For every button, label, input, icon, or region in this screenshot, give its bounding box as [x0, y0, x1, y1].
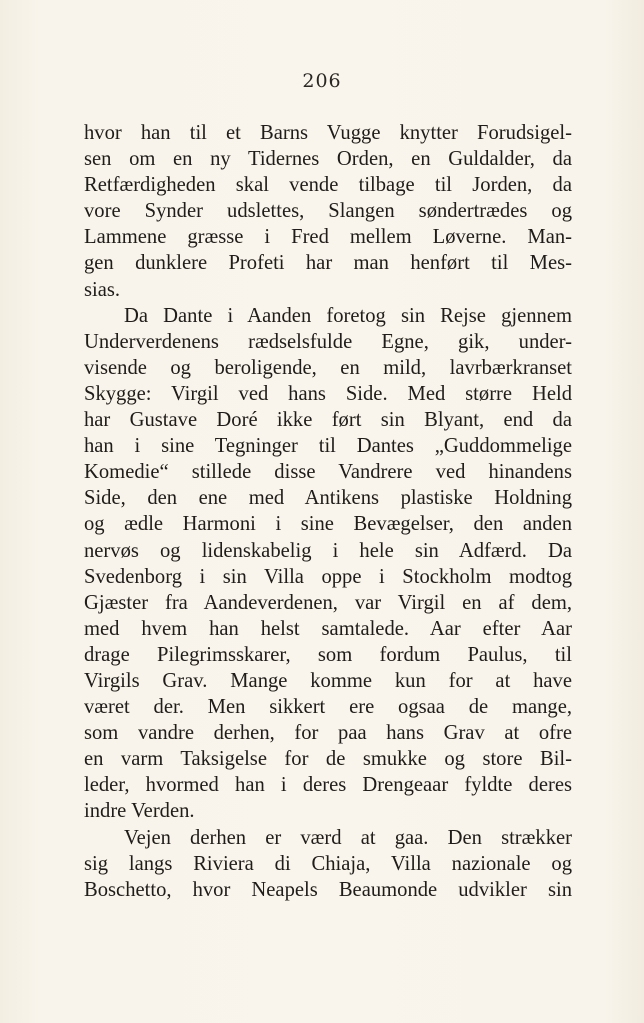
paragraph-3: [84, 825, 572, 903]
text-line: drage Pilegrimsskarer, som fordum Paulus, til: [84, 643, 572, 666]
paragraph-2: [84, 303, 572, 825]
text-line: har Gustave Doré ikke ført sin Blyant, end da: [84, 409, 572, 432]
text-line: Svedenborg i sin Villa oppe i Stockholm modtog: [84, 565, 572, 588]
text-line: indre Verden.: [84, 800, 195, 823]
text-line: været der. Men sikkert ere ogsaa de mange,: [84, 696, 572, 719]
paragraph-1: [84, 120, 572, 303]
text-line: vore Synder udslettes, Slangen søndertrædes og: [84, 200, 572, 223]
text-line: Retfærdigheden skal vende tilbage til Jorden, da: [84, 174, 572, 197]
body-text: [84, 120, 572, 903]
text-line: og ædle Harmoni i sine Bevægelser, den anden: [84, 513, 572, 536]
text-line: leder, hvormed han i deres Drengeaar fyldte deres: [84, 774, 572, 797]
text-line: Underverdenens rædselsfulde Egne, gik, under-: [84, 330, 572, 353]
page-number: 206: [302, 70, 342, 92]
text-line: sen om en ny Tidernes Orden, en Guldalder, da: [84, 148, 572, 171]
text-line: med hvem han helst samtalede. Aar efter Aar: [84, 617, 572, 640]
text-line: Gjæster fra Aandeverdenen, var Virgil en af dem,: [84, 591, 572, 614]
text-line: gen dunklere Profeti har man henført til Mes-: [84, 252, 572, 275]
text-line: hvor han til et Barns Vugge knytter Forudsigel-: [84, 122, 572, 144]
text-line: Komedie“ stillede disse Vandrere ved hinandens: [84, 461, 572, 484]
text-line: Lammene græsse i Fred mellem Løverne. Man-: [84, 226, 572, 249]
text-line: sias.: [84, 278, 121, 301]
text-line: Side, den ene med Antikens plastiske Holdning: [84, 487, 572, 510]
text-line: Vejen derhen er værd at gaa. Den strækker: [124, 826, 572, 849]
text-line: han i sine Tegninger til Dantes „Guddommelige: [84, 435, 572, 458]
text-line: nervøs og lidenskabelig i hele sin Adfærd. Da: [84, 539, 572, 562]
text-line: Boschetto, hvor Neapels Beaumonde udvikler sin: [84, 878, 572, 901]
text-line: sig langs Riviera di Chiaja, Villa nazionale og: [84, 852, 572, 875]
text-line: som vandre derhen, for paa hans Grav at ofre: [84, 722, 572, 745]
text-line: visende og beroligende, en mild, lavrbærkranset: [84, 356, 572, 379]
text-line: Skygge: Virgil ved hans Side. Med større Held: [84, 382, 572, 405]
text-line: Virgils Grav. Mange komme kun for at have: [84, 669, 572, 692]
text-line: en varm Taksigelse for de smukke og store Bil-: [84, 748, 572, 771]
text-line: Da Dante i Aanden foretog sin Rejse gjennem: [124, 304, 572, 327]
